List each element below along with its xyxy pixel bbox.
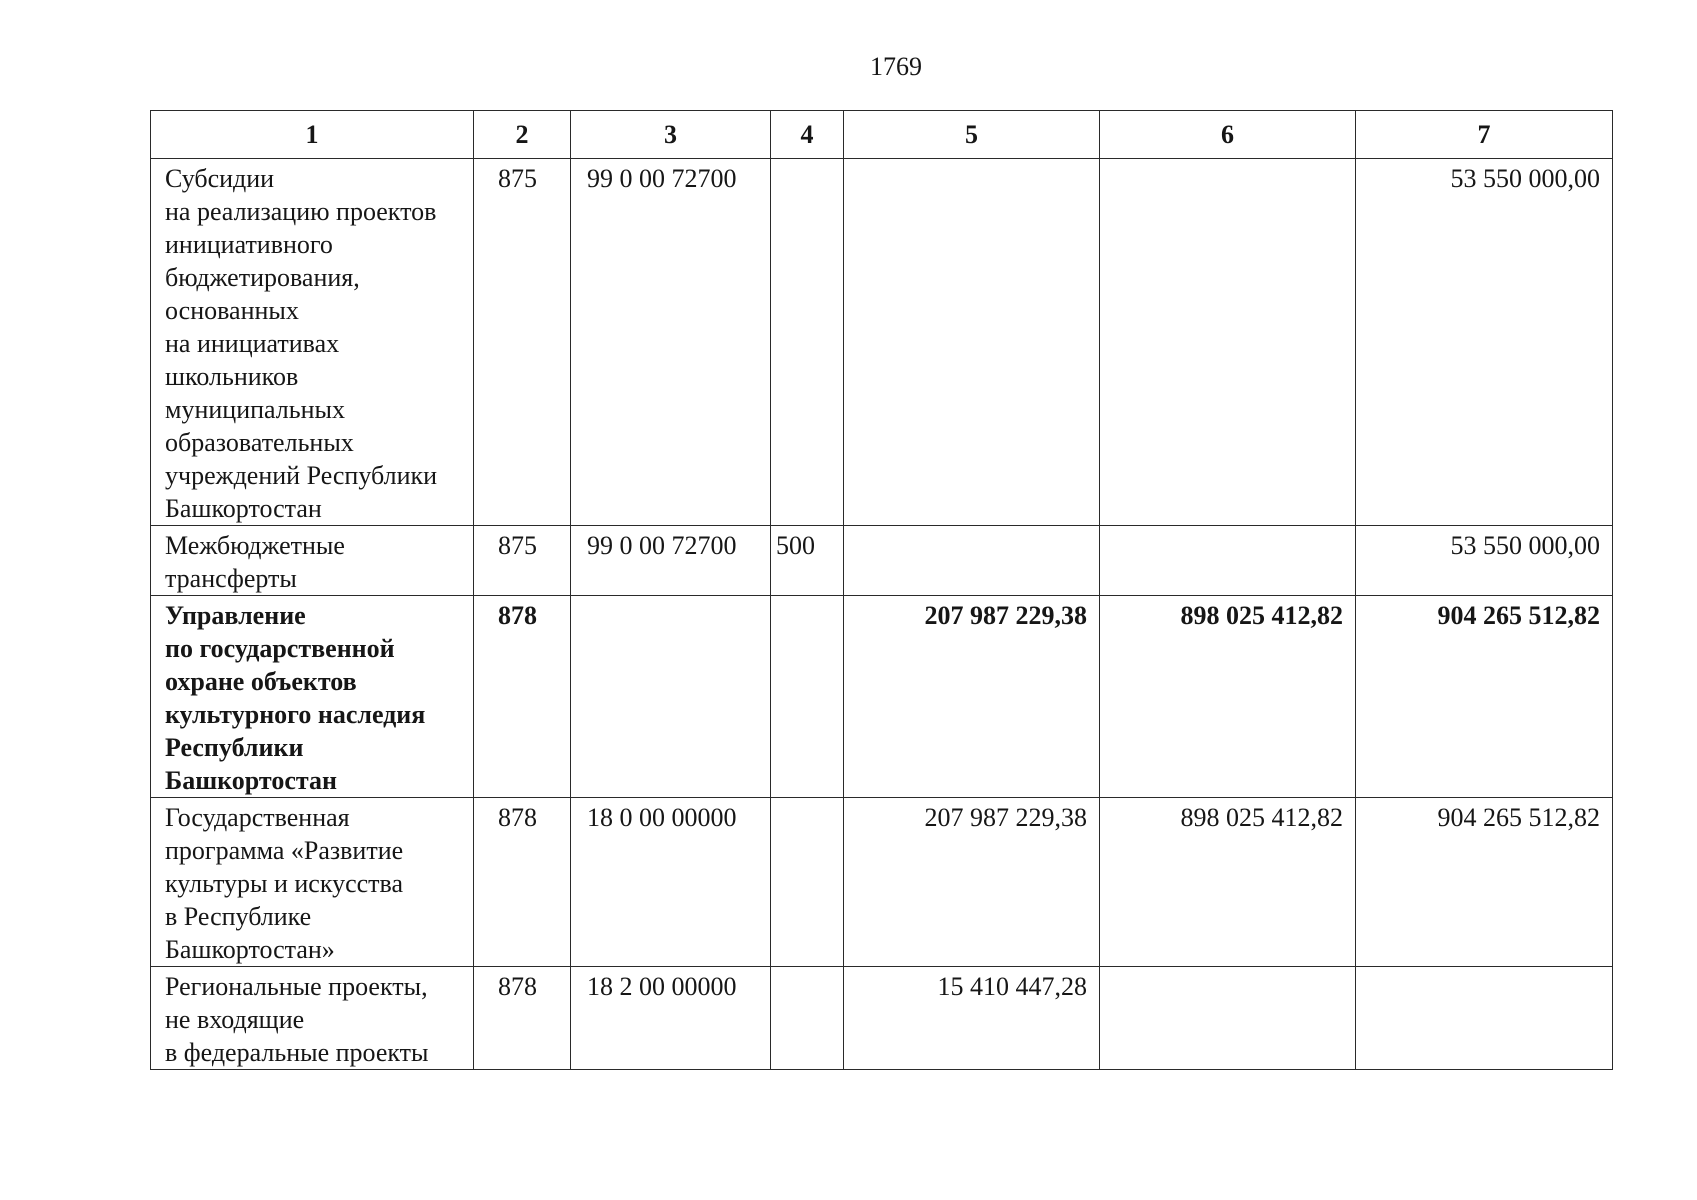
table-row: [151, 967, 1613, 1070]
row-target-code-cell: 99 0 00 72700: [571, 526, 771, 596]
row-amount-col5-cell: 15 410 447,28: [844, 967, 1100, 1070]
row-amount-col6-cell: [1100, 967, 1356, 1070]
row-name-cell: Управление по государственной охране объектов культурного наследия Республики Башкортостан: [151, 596, 474, 798]
table-row: [151, 526, 1613, 596]
row-name-cell: Государственная программа «Развитие культуры и искусства в Республике Башкортостан»: [151, 798, 474, 967]
table-row: [151, 596, 1613, 798]
row-expense-type-cell: [771, 596, 844, 798]
row-target-code-cell: 18 2 00 00000: [571, 967, 771, 1070]
row-target-code-cell: [571, 596, 771, 798]
row-expense-type-cell: [771, 967, 844, 1070]
row-department-code-cell: 878: [474, 798, 571, 967]
row-amount-col6-cell: 898 025 412,82: [1100, 596, 1356, 798]
row-amount-col5-cell: 207 987 229,38: [844, 798, 1100, 967]
column-header-7: 7: [1356, 111, 1613, 159]
row-amount-col6-cell: [1100, 526, 1356, 596]
row-amount-col6-cell: 898 025 412,82: [1100, 798, 1356, 967]
row-department-code-cell: 875: [474, 526, 571, 596]
row-amount-col6-cell: [1100, 159, 1356, 526]
row-expense-type-cell: [771, 159, 844, 526]
table-row: [151, 159, 1613, 526]
row-amount-col7-cell: 904 265 512,82: [1356, 798, 1613, 967]
table-header-row: [151, 111, 1613, 159]
table-row: [151, 798, 1613, 967]
row-amount-col7-cell: 53 550 000,00: [1356, 526, 1613, 596]
row-amount-col7-cell: 53 550 000,00: [1356, 159, 1613, 526]
column-header-1: 1: [151, 111, 474, 159]
row-amount-col5-cell: 207 987 229,38: [844, 596, 1100, 798]
row-department-code-cell: 875: [474, 159, 571, 526]
column-header-2: 2: [474, 111, 571, 159]
row-amount-col7-cell: 904 265 512,82: [1356, 596, 1613, 798]
row-target-code-cell: 18 0 00 00000: [571, 798, 771, 967]
row-amount-col5-cell: [844, 159, 1100, 526]
row-name-cell: Субсидии на реализацию проектов инициативного бюджетирования, основанных на инициативах школьников муниципальных образовательных учреждений Республики Башкортостан: [151, 159, 474, 526]
column-header-3: 3: [571, 111, 771, 159]
row-department-code-cell: 878: [474, 967, 571, 1070]
budget-table: [150, 110, 1613, 1070]
row-expense-type-cell: [771, 798, 844, 967]
row-amount-col7-cell: [1356, 967, 1613, 1070]
column-header-5: 5: [844, 111, 1100, 159]
row-expense-type-cell: 500: [771, 526, 844, 596]
column-header-6: 6: [1100, 111, 1356, 159]
page-number: 1769: [870, 52, 922, 81]
row-target-code-cell: 99 0 00 72700: [571, 159, 771, 526]
row-name-cell: Региональные проекты, не входящие в федеральные проекты: [151, 967, 474, 1070]
column-header-4: 4: [771, 111, 844, 159]
row-department-code-cell: 878: [474, 596, 571, 798]
row-amount-col5-cell: [844, 526, 1100, 596]
row-name-cell: Межбюджетные трансферты: [151, 526, 474, 596]
